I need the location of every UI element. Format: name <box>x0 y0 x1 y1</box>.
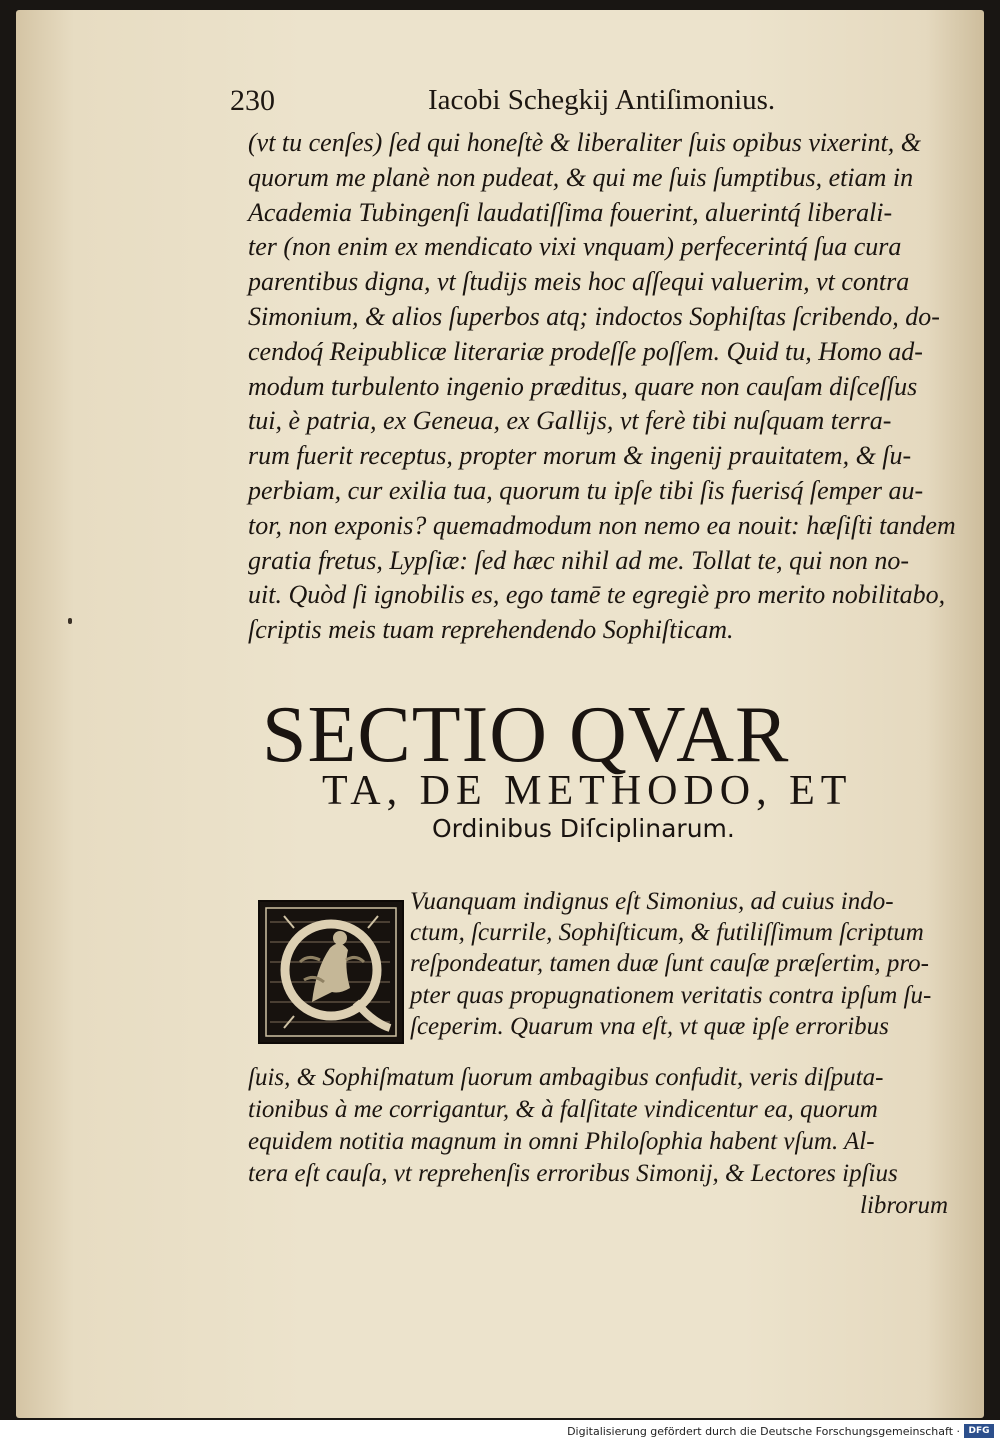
woodcut-initial-graphic <box>260 902 402 1042</box>
text-line: Simonium, & alios ſuperbos atq; indoctos Sophiſtas ſcribendo, do- <box>248 301 940 331</box>
section-heading-line-1: SECTIO QVAR <box>262 691 790 779</box>
text-line: ſcriptis meis tuam reprehendendo Sophiſticam. <box>248 615 734 645</box>
running-title: Iacobi Schegkij Antiſimonius. <box>428 84 776 116</box>
text-line: Academia Tubingenſi laudatiſſima fouerint, aluerintq́ liberali- <box>248 197 893 227</box>
body-paragraph <box>248 126 956 648</box>
continued-paragraph <box>248 1062 948 1222</box>
text-line: cendoq́ Reipublicæ literariæ prodeſſe poſſem. Quid tu, Homo ad- <box>248 336 923 366</box>
text-line: parentibus digna, vt ſtudijs meis hoc aſſequi valuerim, vt contra <box>248 267 910 297</box>
text-line: Vuanquam indignus eſt Simonius, ad cuius indo- <box>410 888 894 915</box>
text-line: ter (non enim ex mendicato vixi vnquam) perfecerintq́ ſua cura <box>248 232 902 262</box>
text-line: rum fuerit receptus, propter morum & ingenij prauitatem, & ſu- <box>248 441 912 471</box>
ink-speck <box>68 618 72 624</box>
text-line: tor, non exponis? quemadmodum non nemo ea nouit: hæſiſti tandem <box>248 510 956 540</box>
text-line: perbiam, cur exilia tua, quorum tu ipſe tibi ſis fuerisq́ ſemper au- <box>248 475 924 505</box>
section-heading-line-2: TA, DE METHODO, ET <box>322 768 853 814</box>
text-line: tui, è patria, ex Geneua, ex Gallijs, vt ferè tibi nuſquam terra- <box>248 406 892 436</box>
text-line: ſceperim. Quarum vna eſt, vt quæ ipſe erroribus <box>410 1012 889 1040</box>
text-line: (vt tu cenſes) ſed qui honeſtè & liberaliter ſuis opibus vixerint, & <box>248 128 921 157</box>
text-line: ctum, ſcurrile, Sophiſticum, & futiliſſimum ſcriptum <box>410 919 924 947</box>
text-line: equidem notitia magnum in omni Philoſophia habent vſum. Al- <box>248 1128 875 1155</box>
text-line: tionibus à me corrigantur, & à falſitate vindicentur ea, quorum <box>248 1096 878 1123</box>
catchword: librorum <box>860 1192 948 1219</box>
text-line: gratia fretus, Lypſiæ: ſed hæc nihil ad me. Tollat te, qui non no- <box>248 545 910 575</box>
text-line: modum turbulento ingenio præditus, quare non cauſam diſceſſus <box>248 371 918 401</box>
page-number: 230 <box>230 84 275 117</box>
text-line: uit. Quòd ſi ignobilis es, ego tamē te egregiè pro merito nobilitabo, <box>248 580 946 610</box>
dropcap-paragraph <box>410 886 931 1042</box>
digitization-footer <box>0 1420 1000 1445</box>
section-heading-line-3: Ordinibus Diſciplinarum. <box>432 814 735 843</box>
page-header <box>230 84 790 118</box>
funding-credit: Digitalisierung gefördert durch die Deutsche Forschungsgemeinschaft · <box>567 1425 960 1438</box>
text-line: pter quas propugnationem veritatis contra ipſum ſu- <box>410 981 932 1009</box>
dfg-logo-icon[interactable]: DFG <box>964 1424 994 1438</box>
text-line: ſuis, & Sophiſmatum ſuorum ambagibus confudit, veris diſputa- <box>248 1064 884 1091</box>
text-line: tera eſt cauſa, vt reprehenſis erroribus Simonij, & Lectores ipſius <box>248 1160 898 1187</box>
text-line: reſpondeatur, tamen duæ ſunt cauſæ præſertim, pro- <box>410 950 929 978</box>
woodcut-initial-q-icon <box>258 900 404 1044</box>
text-line: quorum me planè non pudeat, & qui me ſuis ſumptibus, etiam in <box>248 162 914 192</box>
